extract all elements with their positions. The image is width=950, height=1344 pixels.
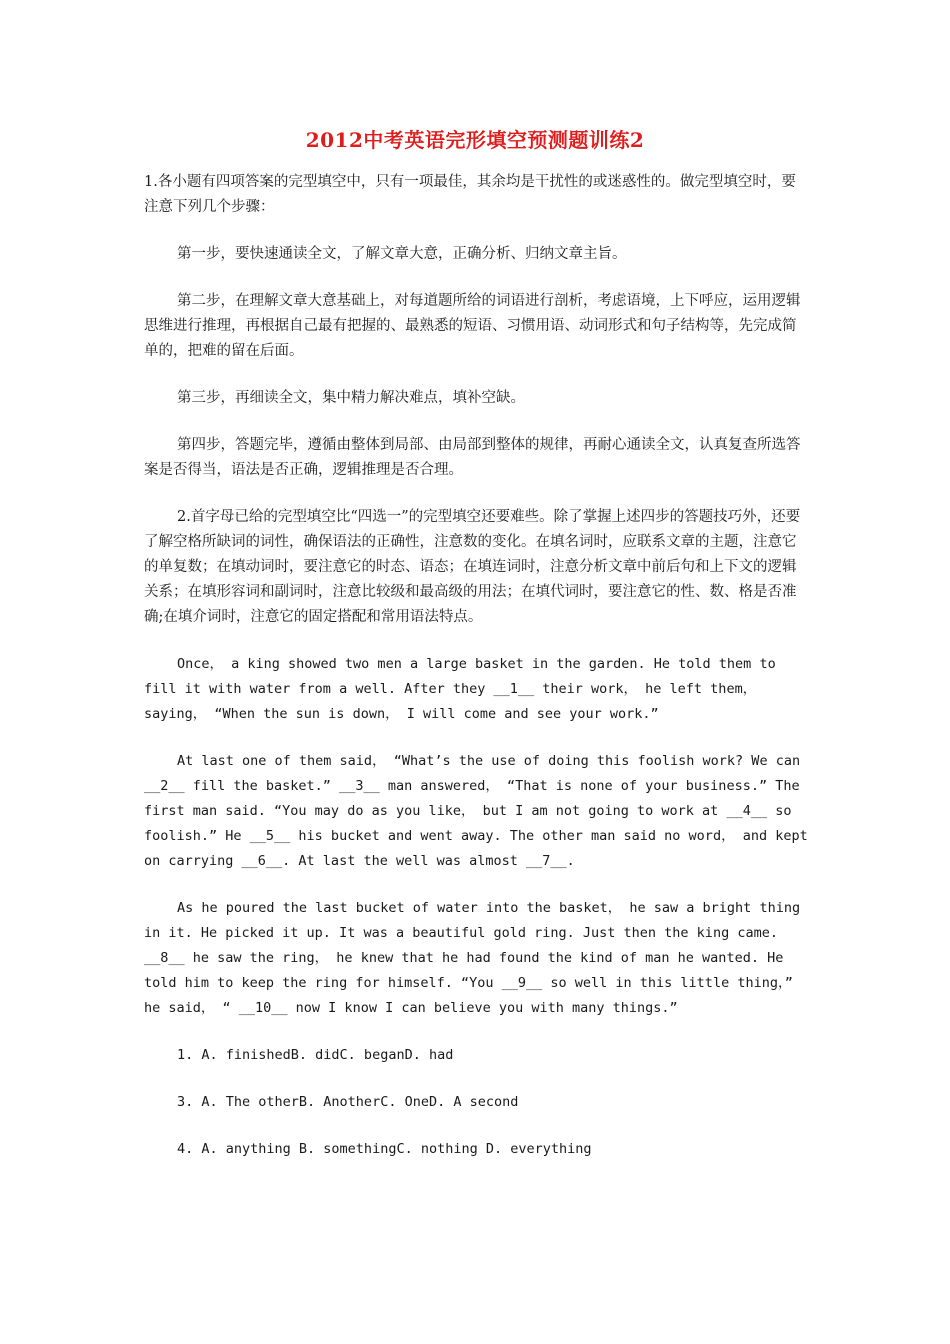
passage-paragraph-3: As he poured the last bucket of water into the basket， he saw a bright thing in it. He picked it up. It was a beautiful gold ring. Just then the king came. __8__ he saw the ring， he knew that he had found the kind of man he wanted. He told him to keep the ring for himself. “You __9__ so well in this little thing，” he said， “ __10__ now I know I can believe you with many things.” [144,900,801,1016]
question-option-3: 3. A. The otherB. AnotherC. OneD. A second [177,1094,519,1110]
step-1-paragraph: 第一步，要快速通读全文，了解文章大意，正确分析、归纳文章主旨。 [177,246,627,262]
document-title: 2012中考英语完形填空预测题训练2 [305,128,645,152]
document-body [144,170,808,1184]
step-3-paragraph: 第三步，再细读全文，集中精力解决难点，填补空缺。 [177,390,525,406]
passage-paragraph-2: At last one of them said， “What’s the use of doing this foolish work? We can __2__ fill the basket.” __3__ man answered， “That is none of your business.” The first man said. “You may do as you like， but I am not going to work at __4__ so foolish.” He __5__ his bucket and went away. The other man said no word， and kept on carrying __6__. At last the well was almost __7__. [144,753,808,869]
step-4-paragraph: 第四步，答题完毕，遵循由整体到局部、由局部到整体的规律，再耐心通读全文，认真复查所选答案是否得当，语法是否正确，逻辑推理是否合理。 [144,437,801,478]
question-option-1: 1. A. finishedB. didC. beganD. had [177,1047,454,1063]
question-option-4: 4. A. anything B. somethingC. nothing D. everything [177,1141,592,1157]
step-2-paragraph: 第二步，在理解文章大意基础上，对每道题所给的词语进行剖析，考虑语境，上下呼应，运用逻辑思维进行推理，再根据自己最有把握的、最熟悉的短语、习惯用语、动词形式和句子结构等，先完成简单的，把难的留在后面。 [144,293,801,359]
note-2-paragraph: 2.首字母已给的完型填空比“四选一”的完型填空还要难些。除了掌握上述四步的答题技巧外，还要了解空格所缺词的词性，确保语法的正确性，注意数的变化。在填名词时，应联系文章的主题，注意它的单复数；在填动词时，要注意它的时态、语态；在填连词时，注意分析文章中前后句和上下文的逻辑关系；在填形容词和副词时，注意比较级和最高级的用法；在填代词时，要注意它的性、数、格是否准确;在填介词时，注意它的固定搭配和常用语法特点。 [144,509,801,625]
intro-paragraph: 1.各小题有四项答案的完型填空中，只有一项最佳，其余均是干扰性的或迷惑性的。做完型填空时，要注意下列几个步骤： [144,174,796,215]
passage-paragraph-1: Once， a king showed two men a large basket in the garden. He told them to fill it with water from a well. After they __1__ their work， he left them， saying， “When the sun is down， I will come and see your work.” [144,656,776,722]
